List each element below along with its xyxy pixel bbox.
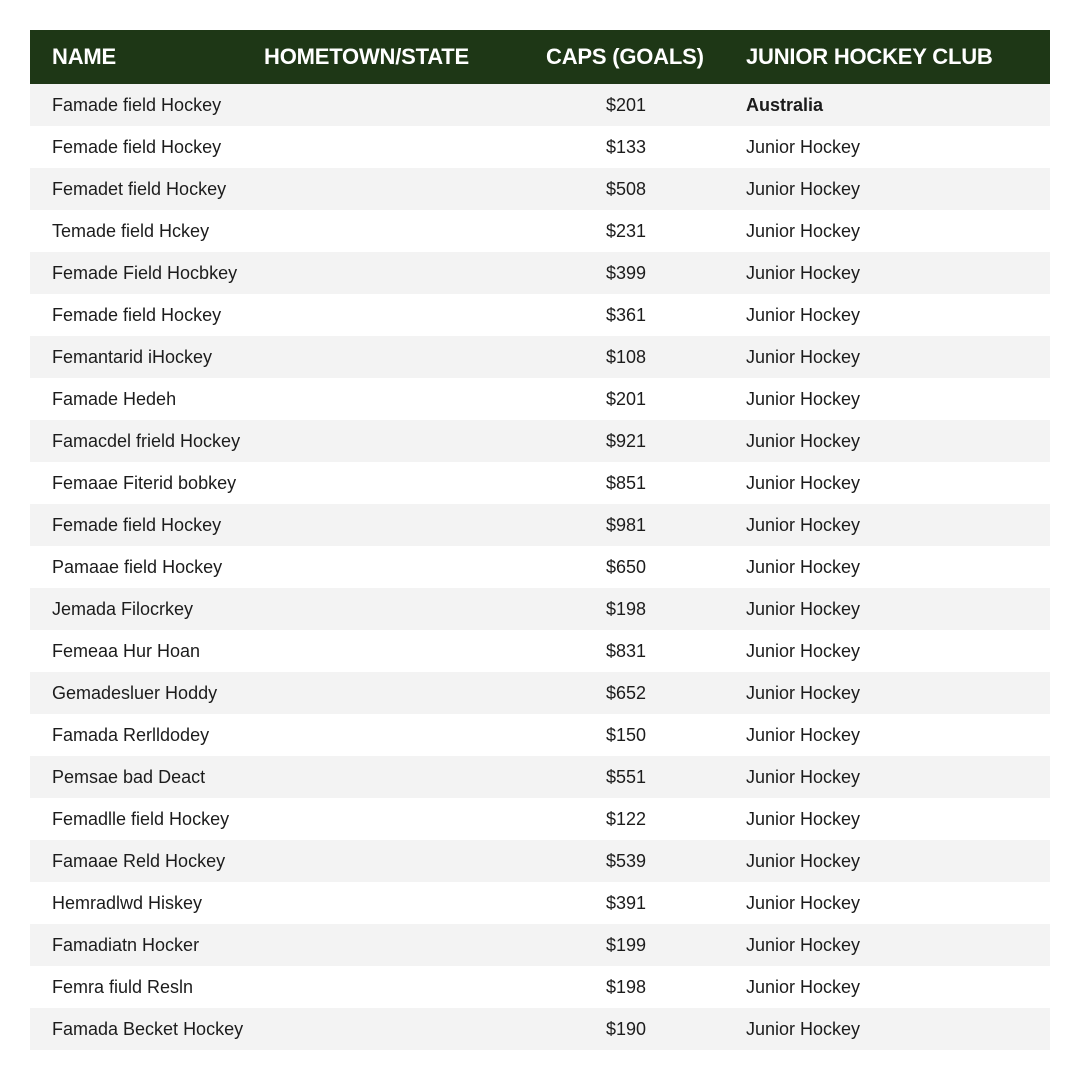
cell-caps: $399 [606,262,647,283]
cell-name: Femadlle field Hockey [52,808,230,829]
cell-name: Femeaa Hur Hoan [52,640,201,661]
cell-caps: $652 [606,682,647,703]
cell-club: Junior Hockey [746,430,861,451]
cell-club: Junior Hockey [746,262,861,283]
table-row[interactable] [30,630,1050,672]
cell-caps: $231 [606,220,647,241]
table-row[interactable] [30,126,1050,168]
roster-table [30,30,1050,1050]
table-row[interactable] [30,1008,1050,1050]
table-row[interactable] [30,546,1050,588]
table-row[interactable] [30,798,1050,840]
cell-caps: $831 [606,640,647,661]
table-row[interactable] [30,336,1050,378]
cell-caps: $108 [606,346,647,367]
table-row[interactable] [30,462,1050,504]
cell-caps: $539 [606,850,647,871]
cell-club: Junior Hockey [746,220,861,241]
cell-name: Femaae Fiterid bobkey [52,472,237,493]
table-row[interactable] [30,756,1050,798]
cell-name: Temade field Hckey [52,220,210,241]
cell-club: Junior Hockey [746,304,861,325]
cell-club: Junior Hockey [746,346,861,367]
cell-name: Famacdel frield Hockey [52,430,241,451]
table-row[interactable] [30,420,1050,462]
table-row[interactable] [30,924,1050,966]
cell-caps: $198 [606,598,647,619]
header-hometown[interactable]: HOMETOWN/STATE [264,44,469,69]
cell-name: Famade Hedeh [52,388,177,409]
header-name[interactable]: NAME [52,44,116,69]
cell-name: Femade field Hockey [52,304,222,325]
cell-name: Hemradlwd Hiskey [52,892,203,913]
table-row[interactable] [30,714,1050,756]
table-row[interactable] [30,672,1050,714]
table-body [30,84,1050,1050]
cell-caps: $150 [606,724,647,745]
cell-caps: $981 [606,514,647,535]
cell-caps: $361 [606,304,647,325]
cell-name: Femade field Hockey [52,514,222,535]
cell-club: Australia [746,94,824,115]
header-club[interactable]: JUNIOR HOCKEY CLUB [746,44,993,69]
cell-club: Junior Hockey [746,976,861,997]
table-row[interactable] [30,294,1050,336]
table-row[interactable] [30,210,1050,252]
cell-club: Junior Hockey [746,178,861,199]
cell-caps: $650 [606,556,647,577]
cell-club: Junior Hockey [746,388,861,409]
cell-name: Femantarid iHockey [52,346,213,367]
cell-name: Famadiatn Hocker [52,934,200,955]
table-row[interactable] [30,504,1050,546]
cell-caps: $921 [606,430,647,451]
cell-club: Junior Hockey [746,766,861,787]
cell-name: Famada Becket Hockey [52,1018,244,1039]
cell-club: Junior Hockey [746,556,861,577]
cell-name: Pamaae field Hockey [52,556,223,577]
cell-caps: $851 [606,472,647,493]
cell-name: Pemsae bad Deact [52,766,206,787]
cell-caps: $122 [606,808,647,829]
cell-caps: $508 [606,178,647,199]
cell-name: Gemadesluer Hoddy [52,682,218,703]
cell-caps: $551 [606,766,647,787]
table-row[interactable] [30,966,1050,1008]
table-row[interactable] [30,840,1050,882]
cell-club: Junior Hockey [746,1018,861,1039]
cell-club: Junior Hockey [746,850,861,871]
cell-club: Junior Hockey [746,892,861,913]
cell-name: Femadet field Hockey [52,178,227,199]
cell-caps: $391 [606,892,647,913]
cell-caps: $133 [606,136,647,157]
cell-club: Junior Hockey [746,514,861,535]
cell-club: Junior Hockey [746,808,861,829]
cell-club: Junior Hockey [746,136,861,157]
table-row[interactable] [30,84,1050,126]
cell-caps: $201 [606,388,647,409]
header-caps[interactable]: CAPS (GOALS) [546,44,704,69]
cell-caps: $198 [606,976,647,997]
table-header [30,30,1050,84]
cell-name: Jemada Filocrkey [52,598,194,619]
cell-name: Femra fiuld Resln [52,976,194,997]
table-row[interactable] [30,588,1050,630]
cell-caps: $201 [606,94,647,115]
cell-caps: $199 [606,934,647,955]
cell-club: Junior Hockey [746,682,861,703]
cell-name: Famada Rerlldodey [52,724,210,745]
cell-club: Junior Hockey [746,472,861,493]
cell-club: Junior Hockey [746,640,861,661]
cell-name: Famaae Reld Hockey [52,850,226,871]
table-row[interactable] [30,168,1050,210]
cell-club: Junior Hockey [746,934,861,955]
cell-club: Junior Hockey [746,598,861,619]
cell-club: Junior Hockey [746,724,861,745]
cell-name: Femade field Hockey [52,136,222,157]
cell-name: Famade field Hockey [52,94,222,115]
cell-name: Femade Field Hocbkey [52,262,238,283]
table-row[interactable] [30,378,1050,420]
table-row[interactable] [30,252,1050,294]
table-row[interactable] [30,882,1050,924]
cell-caps: $190 [606,1018,647,1039]
